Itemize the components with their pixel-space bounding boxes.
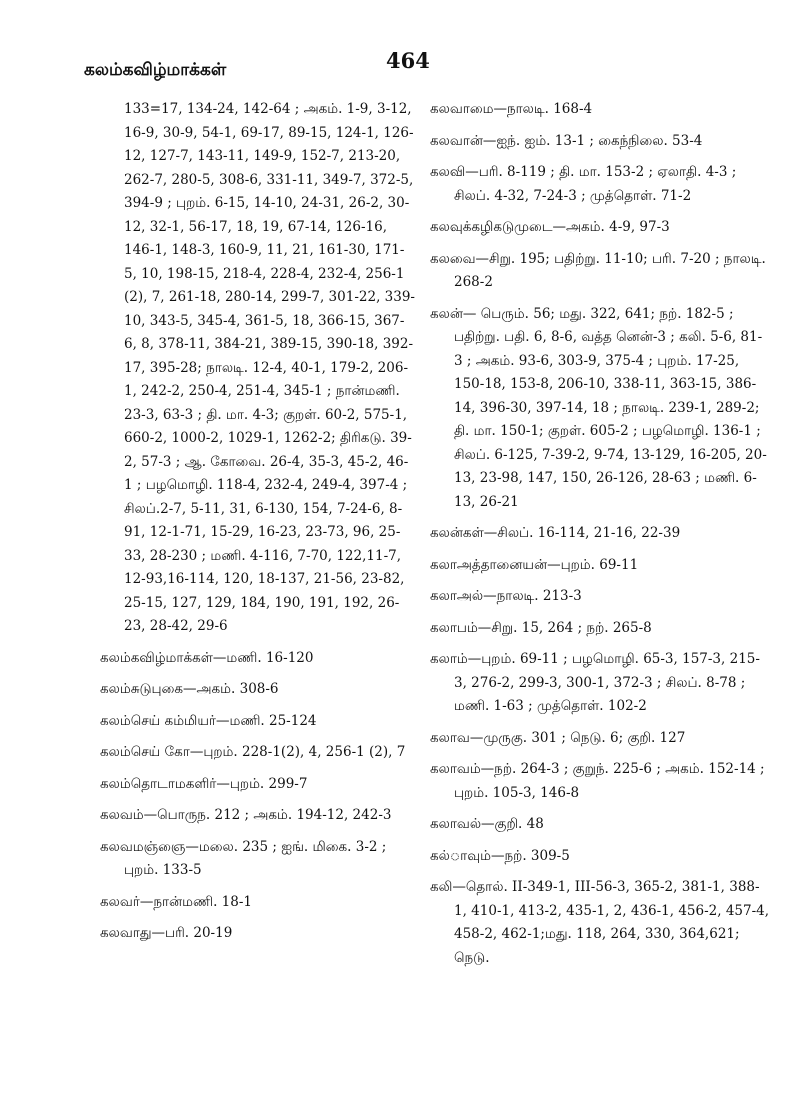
index-entry-continued: 133=17, 134-24, 142-64 ; அகம். 1-9, 3-12, 16-9, 30-9, 54-1, 69-17, 89-15, 124-1, 126-12, 127-7, 143-11, 149-9, 152-7, 213-20, 262-7, 280-5, 308-6, 331-11, 349-7, 372-5, 394-9 ; புறம். 6-15, 14-10, 24-31, 26-2, 30-12, 32-1, 56-17, 18, 19, 67-14, 126-16, 146-1, 148-3, 160-9, 11, 21, 161-30, 171-5, 10, 198-15, 218-4, 228-4, 232-4, 256-1 (2), 7, 261-18, 280-14, 299-7, 301-22, 339-10, 343-5, 345-4, 361-5, 18, 366-15, 367-6, 8, 378-11, 384-21, 389-15, 390-18, 392-17, 395-28; நாலடி. 12-4, 40-1, 179-2, 206-1, 242-2, 250-4, 251-4, 345-1 ; நான்மணி. 23-3, 63-3 ; தி. மா. 4-3; குறள். 60-2, 575-1, 660-2, 1000-2, 1029-1, 1262-2; திரிகடு. 39-2, 57-3 ; ஆ. கோவை. 26-4, 35-3, 45-2, 46-1 ; பழமொழி. 118-4, 232-4, 249-4, 397-4 ; சிலப்.2-7, 5-11, 31, 6-130, 154, 7-24-6, 8-91, 12-1-71, 15-29, 16-23, 23-73, 96, 25-33, 28-230 ; மணி. 4-116, 7-70, 122,11-7, 12-93,16-114, 120, 18-137, 21-56, 23-82, 25-15, 127, 129, 184, 190, 191, 192, 26-23, 28-42, 29-6: [124, 101, 415, 634]
index-entry: கலவுக்கழிகடுமுடை—அகம். 4-9, 97-3: [430, 219, 670, 235]
page-number: 464: [386, 48, 430, 73]
index-entry: கலி—தொல். II-349-1, III-56-3, 365-2, 381-1, 388-1, 410-1, 413-2, 435-1, 2, 436-1, 456-2, 457-4, 458-2, 462-1;மது. 118, 264, 330, 364,621; நெடு.: [430, 879, 770, 966]
page-header: [84, 48, 724, 88]
index-entry: கலவான்—ஐந். ஐம். 13-1 ; கைந்நிலை. 53-4: [430, 132, 703, 149]
index-entry: கலாஅத்தானையன்—புறம். 69-11: [430, 556, 639, 573]
index-entry: கலவாது—பரி. 20-19: [100, 925, 233, 941]
left-column: [100, 98, 415, 954]
index-entry: கலாஅல்—நாலடி. 213-3: [430, 588, 582, 604]
index-entry: கலாவ—முருகு. 301 ; நெடு. 6; குறி. 127: [430, 729, 686, 746]
index-entry: கலன்கள்—சிலப். 16-114, 21-16, 22-39: [430, 525, 681, 541]
index-entry: கலம்செய் கோ—புறம். 228-1(2), 4, 256-1 (2), 7: [100, 744, 406, 760]
running-head: கலம்கவிழ்மாக்கள்: [84, 60, 227, 80]
index-entry: கலவம்—பொருந. 212 ; அகம். 194-12, 242-3: [100, 807, 392, 823]
index-entry: கலம்கவிழ்மாக்கள்—மணி. 16-120: [100, 649, 314, 666]
index-entry: கலன்— பெரும். 56; மது. 322, 641; நற். 182-5 ; பதிற்று. பதி. 6, 8-6, வத்த னென்-3 ; கலி. 5-6, 81-3 ; அகம். 93-6, 303-9, 375-4 ; புறம். 17-25, 150-18, 153-8, 206-10, 338-11, 363-15, 386-14, 396-30, 397-14, 18 ; நாலடி. 239-1, 289-2; தி. மா. 150-1; குறள். 605-2 ; பழமொழி. 136-1 ; சிலப். 6-125, 7-39-2, 9-74, 13-129, 16-205, 20-13, 23-98, 147, 150, 26-126, 28-63 ; மணி. 6-13, 26-21: [430, 305, 767, 510]
index-entry: கலாம்—புறம். 69-11 ; பழமொழி. 65-3, 157-3, 215-3, 276-2, 299-3, 300-1, 372-3 ; சிலப். 8-78 ; மணி. 1-63 ; முத்தொள். 102-2: [430, 651, 760, 714]
index-entry: கலம்செய் கம்மியர்—மணி. 25-124: [100, 712, 317, 729]
index-entry: கலாபம்—சிறு. 15, 264 ; நற். 265-8: [430, 619, 652, 636]
index-entry: கல்ாவும்—நற். 309-5: [430, 847, 570, 864]
index-entry: கலவி—பரி. 8-119 ; தி. மா. 153-2 ; ஏலாதி. 4-3 ; சிலப். 4-32, 7-24-3 ; முத்தொள். 71-2: [430, 164, 737, 204]
index-entry: கலாவல்—குறி. 48: [430, 816, 544, 832]
index-entry: கலம்தொடாமகளிர்—புறம். 299-7: [100, 775, 308, 792]
index-entry: கலவமஞ்ஞை—மலை. 235 ; ஐங். மிகை. 3-2 ; புறம். 133-5: [100, 838, 387, 878]
index-entry: கலவாமை—நாலடி. 168-4: [430, 101, 593, 117]
index-entry: கலவர்—நான்மணி. 18-1: [100, 893, 252, 910]
index-entry: கலவை—சிறு. 195; பதிற்று. 11-10; பரி. 7-20 ; நாலடி. 268-2: [430, 250, 766, 290]
index-entry: கலாவம்—நற். 264-3 ; குறுந். 225-6 ; அகம். 152-14 ; புறம். 105-3, 146-8: [430, 761, 765, 801]
right-column: [430, 98, 770, 978]
index-entry: கலம்சுடுபுகை—அகம். 308-6: [100, 681, 279, 697]
